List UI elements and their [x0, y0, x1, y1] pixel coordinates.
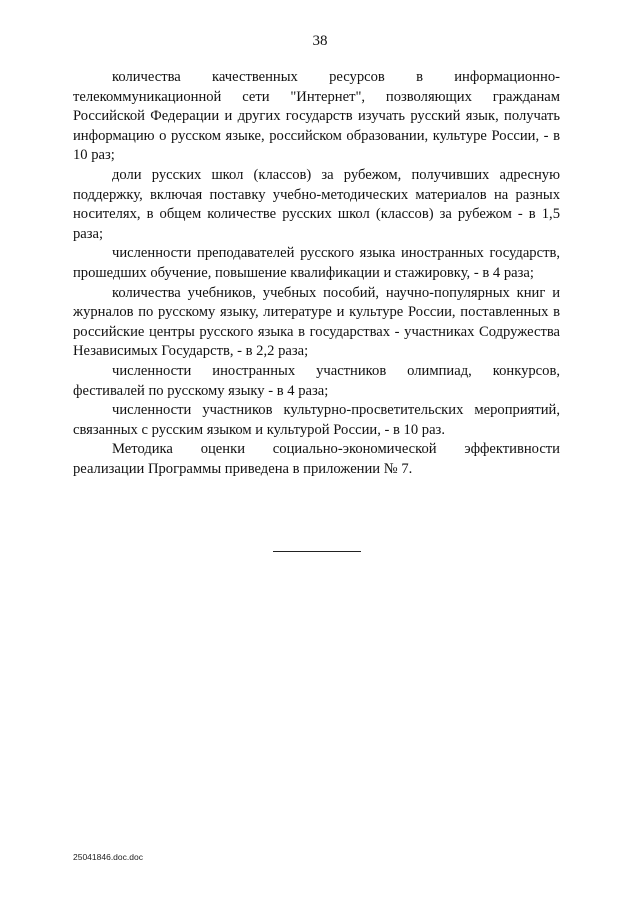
paragraph-methodology: Методика оценки социально-экономической эффективности реализации Программы приведена в приложении № 7.	[73, 441, 560, 477]
paragraph-cultural-events: численности участников культурно-просветительских мероприятий, связанных с русским языком и культурой России, - в 10 раз.	[73, 402, 560, 438]
paragraph-internet-resources: количества качественных ресурсов в информационно-телекоммуникационной сети "Интернет", позволяющих гражданам Российской Федерации и других государств изучать русский язык, получать информацию о русском языке, российском образовании, культуре России, - в 10 раз;	[73, 69, 560, 164]
page-number: 38	[312, 33, 328, 49]
paragraph-olympiad-participants: численности иностранных участников олимпиад, конкурсов, фестивалей по русскому языку - в 4 раза;	[73, 362, 560, 399]
document-body	[73, 68, 560, 479]
end-divider	[273, 551, 361, 552]
paragraph-foreign-teachers: численности преподавателей русского языка иностранных государств, прошедших обучение, повышение квалификации и стажировку, - в 4 раза;	[73, 245, 560, 281]
paragraph-russian-schools-abroad: доли русских школ (классов) за рубежом, получивших адресную поддержку, включая поставку учебно-методических материалов на разных носителях, в общем количестве русских школ (классов) за рубежом - в 1,5 раза;	[73, 166, 560, 242]
paragraph-textbooks-supply: количества учебников, учебных пособий, научно-популярных книг и журналов по русскому языку, литературе и культуре России, поставленных в российские центры русского языка в государствах - участниках Содружества Независимых Государств, - в 2,2 раза;	[73, 284, 560, 360]
footer-filename: 25041846.doc.doc	[73, 852, 143, 862]
